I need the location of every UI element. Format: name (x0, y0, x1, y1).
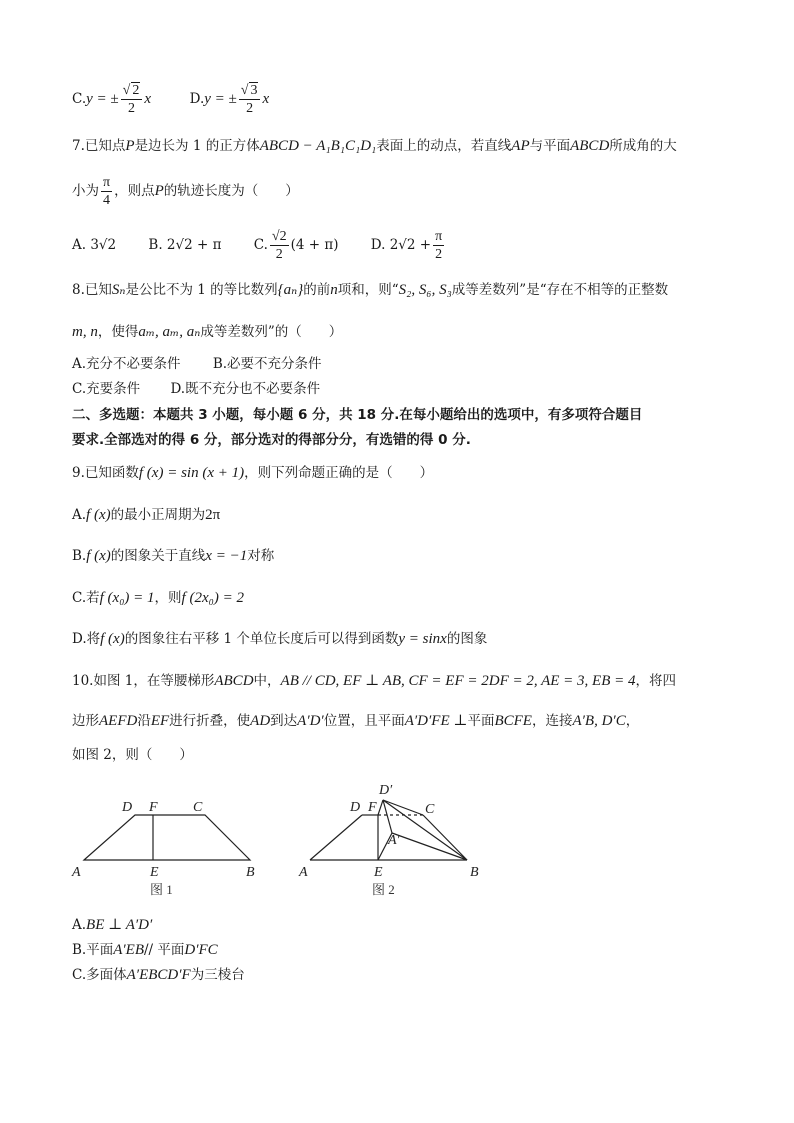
figure2-folded (310, 800, 467, 860)
q9-option-b: B.f (x)的图象关于直线x = −1对称 (72, 548, 275, 564)
fig1-label-c: C (193, 800, 203, 815)
fig2-label-d-prime: D′ (379, 783, 393, 798)
fig2-caption: 图 2 (372, 882, 395, 897)
q10-figures (70, 778, 490, 907)
q7-option-c: C. $\frac{√2}{2}$ (4 + π) (253, 229, 339, 262)
q6-option-c: C.y = ± $\frac{√ 2}{2}$ x (72, 83, 152, 116)
trapezoid-abcd (84, 815, 250, 860)
q8-option-c: C.充要条件 (72, 381, 141, 397)
q10-option-a: A.BE ⊥ A′D′ (72, 917, 153, 933)
q8-option-d: D.既不充分也不必要条件 (170, 381, 321, 397)
q8-stem-line1: 8.已知Sₙ是公比不为 1 的等比数列{aₙ}的前n项和，则“S₂, S₆, S₃成等差数列”是“存在不相等的正整数 (72, 282, 669, 298)
q7-option-b: B. 2√2 + π (148, 237, 222, 253)
q7-options (72, 228, 474, 263)
fig2-label-f: F (368, 800, 377, 815)
fig1-label-d: D (122, 800, 133, 815)
fig2-label-c: C (425, 802, 435, 817)
q6-options (72, 82, 269, 117)
fig1-label-b: B (246, 865, 255, 880)
q8-options-row1 (72, 354, 350, 374)
fig1-label-f: F (149, 800, 158, 815)
q10-stem-line1: 10.如图 1，在等腰梯形ABCD中，AB // CD, EF ⊥ AB, CF = EF = 2DF = 2, AE = 3, EB = 4，将四 (72, 673, 676, 689)
q7-option-a: A. 3√2 (72, 237, 117, 253)
fig2-label-a-prime: A′ (388, 833, 400, 848)
fig2-label-d: D (350, 800, 361, 815)
q9-option-d: D.将f (x)的图象往右平移 1 个单位长度后可以得到函数y = sinx的图象 (72, 631, 488, 647)
section2-heading-line1: 二、多选题：本题共 3 小题，每小题 6 分，共 18 分.在每小题给出的选项中，有多项符合题目 (72, 407, 643, 423)
q6-d-fraction: $\frac{√ 3}{2}$ (239, 82, 261, 117)
fig2-label-e: E (374, 865, 383, 880)
q10-option-b: B.平面A′EB// 平面D′FC (72, 942, 218, 958)
fig2-label-b: B (470, 865, 479, 880)
q7-option-d: D. 2√2 + $\frac{\pi}{2}$ (370, 229, 443, 262)
fig2-label-a: A (299, 865, 308, 880)
figure1-trapezoid (84, 815, 250, 860)
q6-c-fraction: $\frac{√ 2}{2}$ (121, 82, 143, 117)
q9-stem: 9.已知函数f (x) = sin (x + 1)，则下列命题正确的是（ ） (72, 465, 434, 481)
fig1-label-e: E (150, 865, 159, 880)
q10-stem-line2: 边形AEFD沿EF进行折叠，使AD到达A′D′位置，且平面A′D′FE ⊥平面BCFE，连接A′B, D′C， (72, 713, 640, 729)
fig1-caption: 图 1 (150, 882, 173, 897)
q8-options-row2 (72, 379, 348, 399)
segment-d2c (383, 800, 423, 815)
q7-stem-line1: 7.已知点P是边长为 1 的正方体ABCD − A₁B₁C₁D₁表面上的动点，若直线AP与平面ABCD所成角的大 (72, 138, 677, 154)
segment-a2b (392, 833, 467, 860)
q8-stem-line2: m, n，使得aₘ, aₘ, aₙ成等差数列”的（ ） (72, 324, 343, 340)
segment-cb (423, 815, 467, 860)
q7-angle-fraction: $\frac{\pi}{4}$ (103, 175, 111, 208)
section2-heading-line2: 要求.全部选对的得 6 分，部分选对的得部分分，有选错的得 0 分. (72, 432, 471, 448)
segment-fd2 (378, 800, 383, 815)
q9-option-c: C.若f (x₀) = 1，则f (2x₀) = 2 (72, 590, 244, 606)
q10-option-c: C.多面体A′EBCD′F为三棱台 (72, 967, 245, 983)
q7-stem-line2: 小为 $\frac{\pi}{4}$ ，则点P的轨迹长度为（ ） (72, 175, 299, 208)
q9-option-a: A.f (x)的最小正周期为2π (72, 507, 221, 523)
fig1-label-a: A (72, 865, 81, 880)
q8-option-a: A.充分不必要条件 (72, 356, 181, 372)
q10-stem-line3: 如图 2，则（ ） (72, 747, 193, 763)
q10-figure-svg (70, 778, 490, 903)
q6-option-d: D.y = ± $\frac{√ 3}{2}$ x (189, 83, 270, 116)
segment-ad (310, 815, 362, 860)
q8-option-b: B.必要不充分条件 (212, 356, 322, 372)
